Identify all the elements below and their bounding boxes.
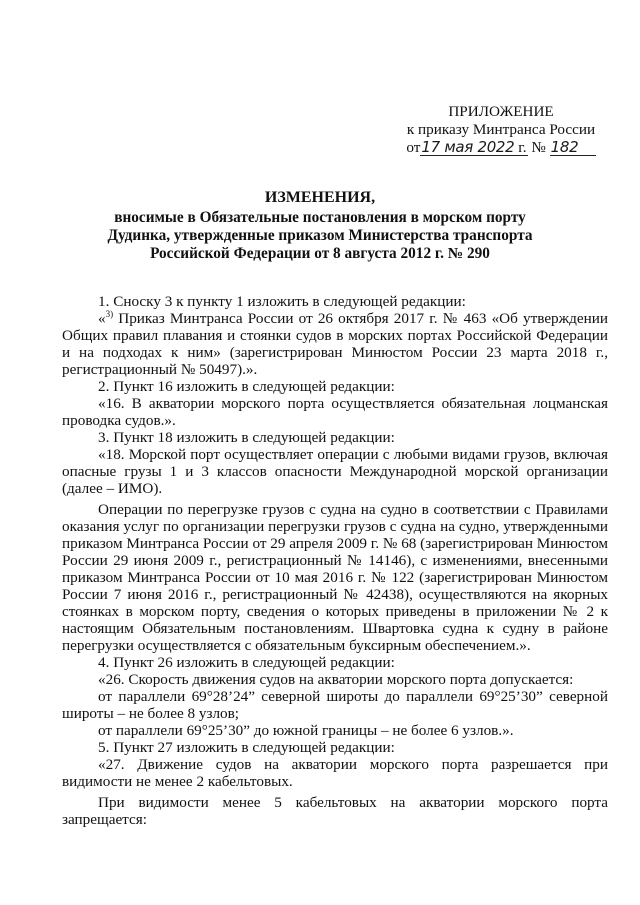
paragraph-11: от параллели 69°25’30” до южной границы – не более 6 узлов.».	[98, 722, 514, 739]
paragraph-3: 2. Пункт 16 изложить в следующей редакции:	[98, 378, 395, 395]
paragraph-7: Операции по перегрузке грузов с судна на судно в соответствии с Правилами оказания услуг по организации перегрузки грузов с судна на судно, утвержденными приказом Минтранса России от 29 апреля 2009 г. № 68 (зарегистрирован Минюстом России 29 июня 2009 г., регистрационный № 14146), с изменениями, внесенными приказом Минтранса России от 10 мая 2016 г. № 122 (зарегистрирован Минюстом России 7 июня 2016 г., регистрационный № 42438), осуществляются на якорных стоянках в морском порту, сведения о которых приведены в приложении № 2 к настоящим Обязательным постановлениям. Швартовка судна к судну в районе перегрузки осуществляется с обязательным буксирным обеспечением.».	[62, 501, 608, 654]
paragraph-4: «16. В акватории морского порта осуществляется обязательная лоцманская проводка судов.».	[62, 395, 608, 429]
title-line-3: Российской Федерации от 8 августа 2012 г. № 290	[150, 245, 490, 262]
paragraph-5: 3. Пункт 18 изложить в следующей редакции:	[98, 429, 395, 446]
from-prefix: от	[406, 139, 421, 156]
appendix-order-ref: к приказу Минтранса России	[406, 121, 596, 138]
title-main: ИЗМЕНЕНИЯ,	[264, 189, 376, 206]
date-underline	[420, 140, 527, 156]
paragraph-2-text: Приказ Минтранса России от 26 октября 2017 г. № 463 «Об утверждении Общих правил плавания и стоянки судов в морских портах Российской Федерации и на подходах к ним» (зарегистрирован Минюстом России 23 марта 2018 г., регистрационный № 50497).».	[62, 310, 608, 378]
paragraph-10: от параллели 69°28’24” северной широты до параллели 69°25’30” северной широты – не более 8 узлов;	[62, 688, 608, 722]
appendix-header	[396, 103, 606, 157]
paragraph-14: При видимости менее 5 кабельтовых на акватории морского порта запрещается:	[62, 794, 608, 828]
title-line-2: Дудинка, утвержденные приказом Министерства транспорта	[107, 227, 533, 244]
open-quote: «	[98, 310, 106, 327]
handwritten-number: 182	[550, 138, 579, 156]
appendix-date-number-line	[396, 139, 606, 157]
handwritten-date: 17 мая 2022	[421, 138, 515, 156]
paragraph-1: 1. Сноску 3 к пункту 1 изложить в следующей редакции:	[98, 293, 466, 310]
footnote-marker: 3)	[105, 308, 114, 319]
paragraph-8: 4. Пункт 26 изложить в следующей редакции:	[98, 654, 395, 671]
document-title	[96, 189, 544, 263]
paragraph-2	[62, 310, 608, 378]
title-line-1: вносимые в Обязательные постановления в морском порту	[114, 209, 526, 226]
paragraph-6: «18. Морской порт осуществляет операции с любыми видами грузов, включая опасные грузы 1 и 3 классов опасности Международной морской организации (далее – ИМО).	[62, 446, 608, 497]
paragraph-13: «27. Движение судов на акватории морского порта разрешается при видимости не менее 2 кабельтовых.	[62, 756, 608, 790]
number-prefix: №	[531, 139, 546, 156]
appendix-heading: ПРИЛОЖЕНИЕ	[448, 103, 554, 120]
paragraph-12: 5. Пункт 27 изложить в следующей редакции:	[98, 739, 395, 756]
number-underline	[550, 140, 596, 156]
document-body	[62, 293, 608, 828]
year-suffix: г.	[518, 139, 527, 156]
paragraph-9: «26. Скорость движения судов на акватории морского порта допускается:	[98, 671, 574, 688]
